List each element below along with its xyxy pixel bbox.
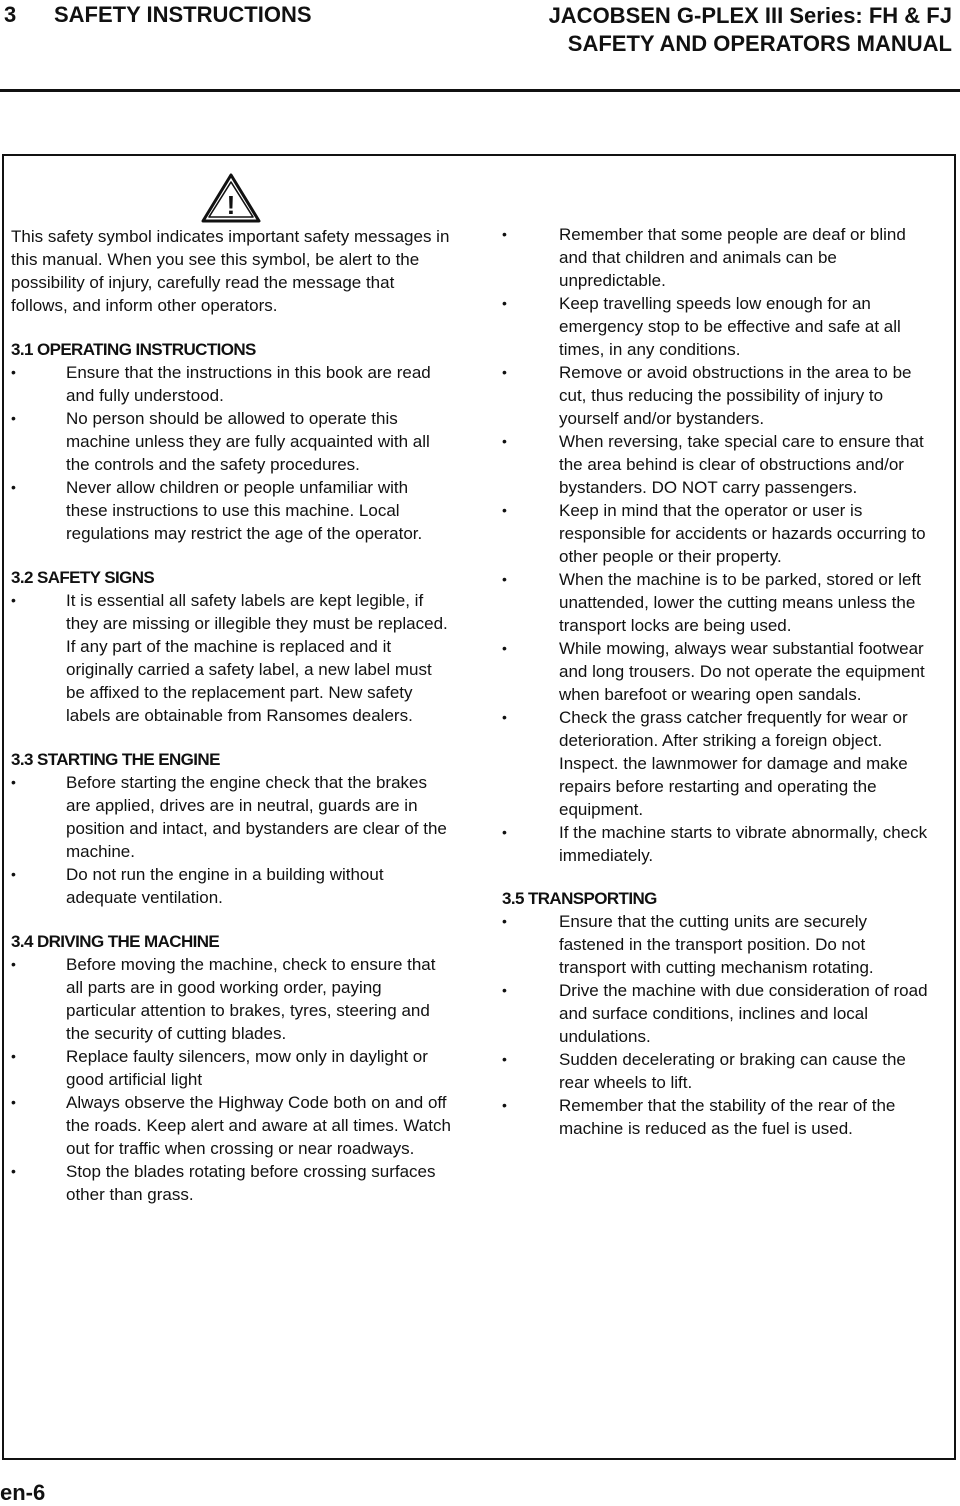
- list-item: • Ensure that the cutting units are securely fastened in the transport position. Do not transport with cutting mechanism rotating.: [502, 912, 874, 977]
- left-column: [11, 225, 451, 1206]
- bullet-icon: •: [11, 410, 16, 426]
- warning-triangle-icon: [200, 172, 262, 224]
- section-heading: [4, 2, 312, 28]
- list-item: • Remove or avoid obstructions in the area to be cut, thus reducing the possibility of injury to yourself and/or bystanders.: [502, 363, 912, 428]
- list-item: • Check the grass catcher frequently for wear or deterioration. After striking a foreign object. Inspect. the lawnmower for damage and make repairs before restarting and operating the equipment.: [502, 708, 908, 819]
- bullet-icon: •: [502, 709, 507, 725]
- section-driving-the-machine: [11, 930, 451, 1206]
- bullet-icon: •: [502, 364, 507, 380]
- bullet-icon: •: [502, 913, 507, 929]
- bullet-icon: •: [502, 1051, 507, 1067]
- bullet-icon: •: [11, 1163, 16, 1179]
- section-number: 3: [4, 2, 17, 27]
- manual-title-line-1: JACOBSEN G-PLEX III Series: FH & FJ: [548, 3, 952, 28]
- bullet-icon: •: [502, 502, 507, 518]
- section-title: 3.3 STARTING THE ENGINE: [11, 750, 220, 769]
- bullet-icon: •: [502, 571, 507, 587]
- bullet-icon: •: [11, 956, 16, 972]
- list-item: • If the machine starts to vibrate abnormally, check immediately.: [502, 823, 928, 865]
- bullet-icon: •: [502, 295, 507, 311]
- section-heading-title: SAFETY INSTRUCTIONS: [54, 2, 312, 27]
- section-transporting: [502, 887, 932, 1140]
- section-title: 3.4 DRIVING THE MACHINE: [11, 932, 220, 951]
- list-item: • While mowing, always wear substantial footwear and long trousers. Do not operate the equipment when barefoot or wearing open sandals.: [502, 639, 925, 704]
- list-item: • When reversing, take special care to ensure that the area behind is clear of obstructions and/or bystanders. DO NOT carry passengers.: [502, 432, 924, 497]
- list-item: • Always observe the Highway Code both on and off the roads. Keep alert and aware at all times. Watch out for traffic when crossing or near roadways.: [11, 1093, 451, 1158]
- bullet-icon: •: [11, 774, 16, 790]
- list-item: • Sudden decelerating or braking can cause the rear wheels to lift.: [502, 1050, 906, 1092]
- list-item: • Keep travelling speeds low enough for an emergency stop to be effective and safe at all times, in any conditions.: [502, 294, 901, 359]
- list-item: • Never allow children or people unfamiliar with these instructions to use this machine. Local regulations may restrict the age of the operator.: [11, 478, 423, 543]
- list-item: • Stop the blades rotating before crossing surfaces other than grass.: [11, 1162, 436, 1204]
- right-column: [502, 223, 932, 1140]
- intro-paragraph: This safety symbol indicates important safety messages in this manual. When you see this symbol, be alert to the possibility of injury, carefully read the message that follows, and inform other operators.: [11, 227, 450, 315]
- page-number: en-6: [0, 1480, 46, 1505]
- bullet-icon: •: [11, 866, 16, 882]
- section-title: 3.1 OPERATING INSTRUCTIONS: [11, 340, 256, 359]
- header-rule: [0, 89, 960, 92]
- warning-exclamation-mark: !: [226, 190, 236, 220]
- list-item: • Remember that the stability of the rear of the machine is reduced as the fuel is used.: [502, 1096, 896, 1138]
- list-item: • Ensure that the instructions in this book are read and fully understood.: [11, 363, 431, 405]
- list-item: • Remember that some people are deaf or blind and that children and animals can be unpredictable.: [502, 225, 906, 290]
- bullet-icon: •: [502, 640, 507, 656]
- list-item: • Keep in mind that the operator or user is responsible for accidents or hazards occurring to other people or their property.: [502, 501, 926, 566]
- driving-continued-list: [502, 223, 932, 867]
- bullet-icon: •: [11, 1094, 16, 1110]
- manual-title-line-2: SAFETY AND OPERATORS MANUAL: [567, 31, 952, 56]
- bullet-icon: •: [11, 1048, 16, 1064]
- bullet-icon: •: [502, 1097, 507, 1113]
- section-title: 3.2 SAFETY SIGNS: [11, 568, 155, 587]
- list-item: • When the machine is to be parked, stored or left unattended, lower the cutting means unless the transport locks are being used.: [502, 570, 921, 635]
- bullet-icon: •: [502, 982, 507, 998]
- section-operating-instructions: [11, 338, 451, 545]
- list-item: • Before moving the machine, check to ensure that all parts are in good working order, paying particular attention to brakes, tyres, steering and the security of cutting blades.: [11, 955, 436, 1043]
- bullet-icon: •: [502, 433, 507, 449]
- section-title: 3.5 TRANSPORTING: [502, 889, 657, 908]
- section-starting-the-engine: [11, 748, 451, 909]
- list-item: • Before starting the engine check that the brakes are applied, drives are in neutral, guards are in position and intact, and bystanders are clear of the machine.: [11, 773, 447, 861]
- manual-title: [549, 2, 952, 58]
- list-item: • Do not run the engine in a building without adequate ventilation.: [11, 865, 384, 907]
- list-item: • It is essential all safety labels are kept legible, if they are missing or illegible they must be replaced. If any part of the machine is replaced and it originally carried a safety label, a new label must be affixed to the replacement part. New safety labels are obtainable from Ransomes dealers.: [11, 591, 448, 725]
- list-item: • Drive the machine with due consideration of road and surface conditions, inclines and local undulations.: [502, 981, 928, 1046]
- bullet-icon: •: [11, 479, 16, 495]
- bullet-icon: •: [502, 824, 507, 840]
- bullet-icon: •: [502, 226, 507, 242]
- bullet-icon: •: [11, 592, 16, 608]
- list-item: • No person should be allowed to operate this machine unless they are fully acquainted with all the controls and the safety procedures.: [11, 409, 430, 474]
- list-item: • Replace faulty silencers, mow only in daylight or good artificial light: [11, 1047, 428, 1089]
- bullet-icon: •: [11, 364, 16, 380]
- section-safety-signs: [11, 566, 451, 727]
